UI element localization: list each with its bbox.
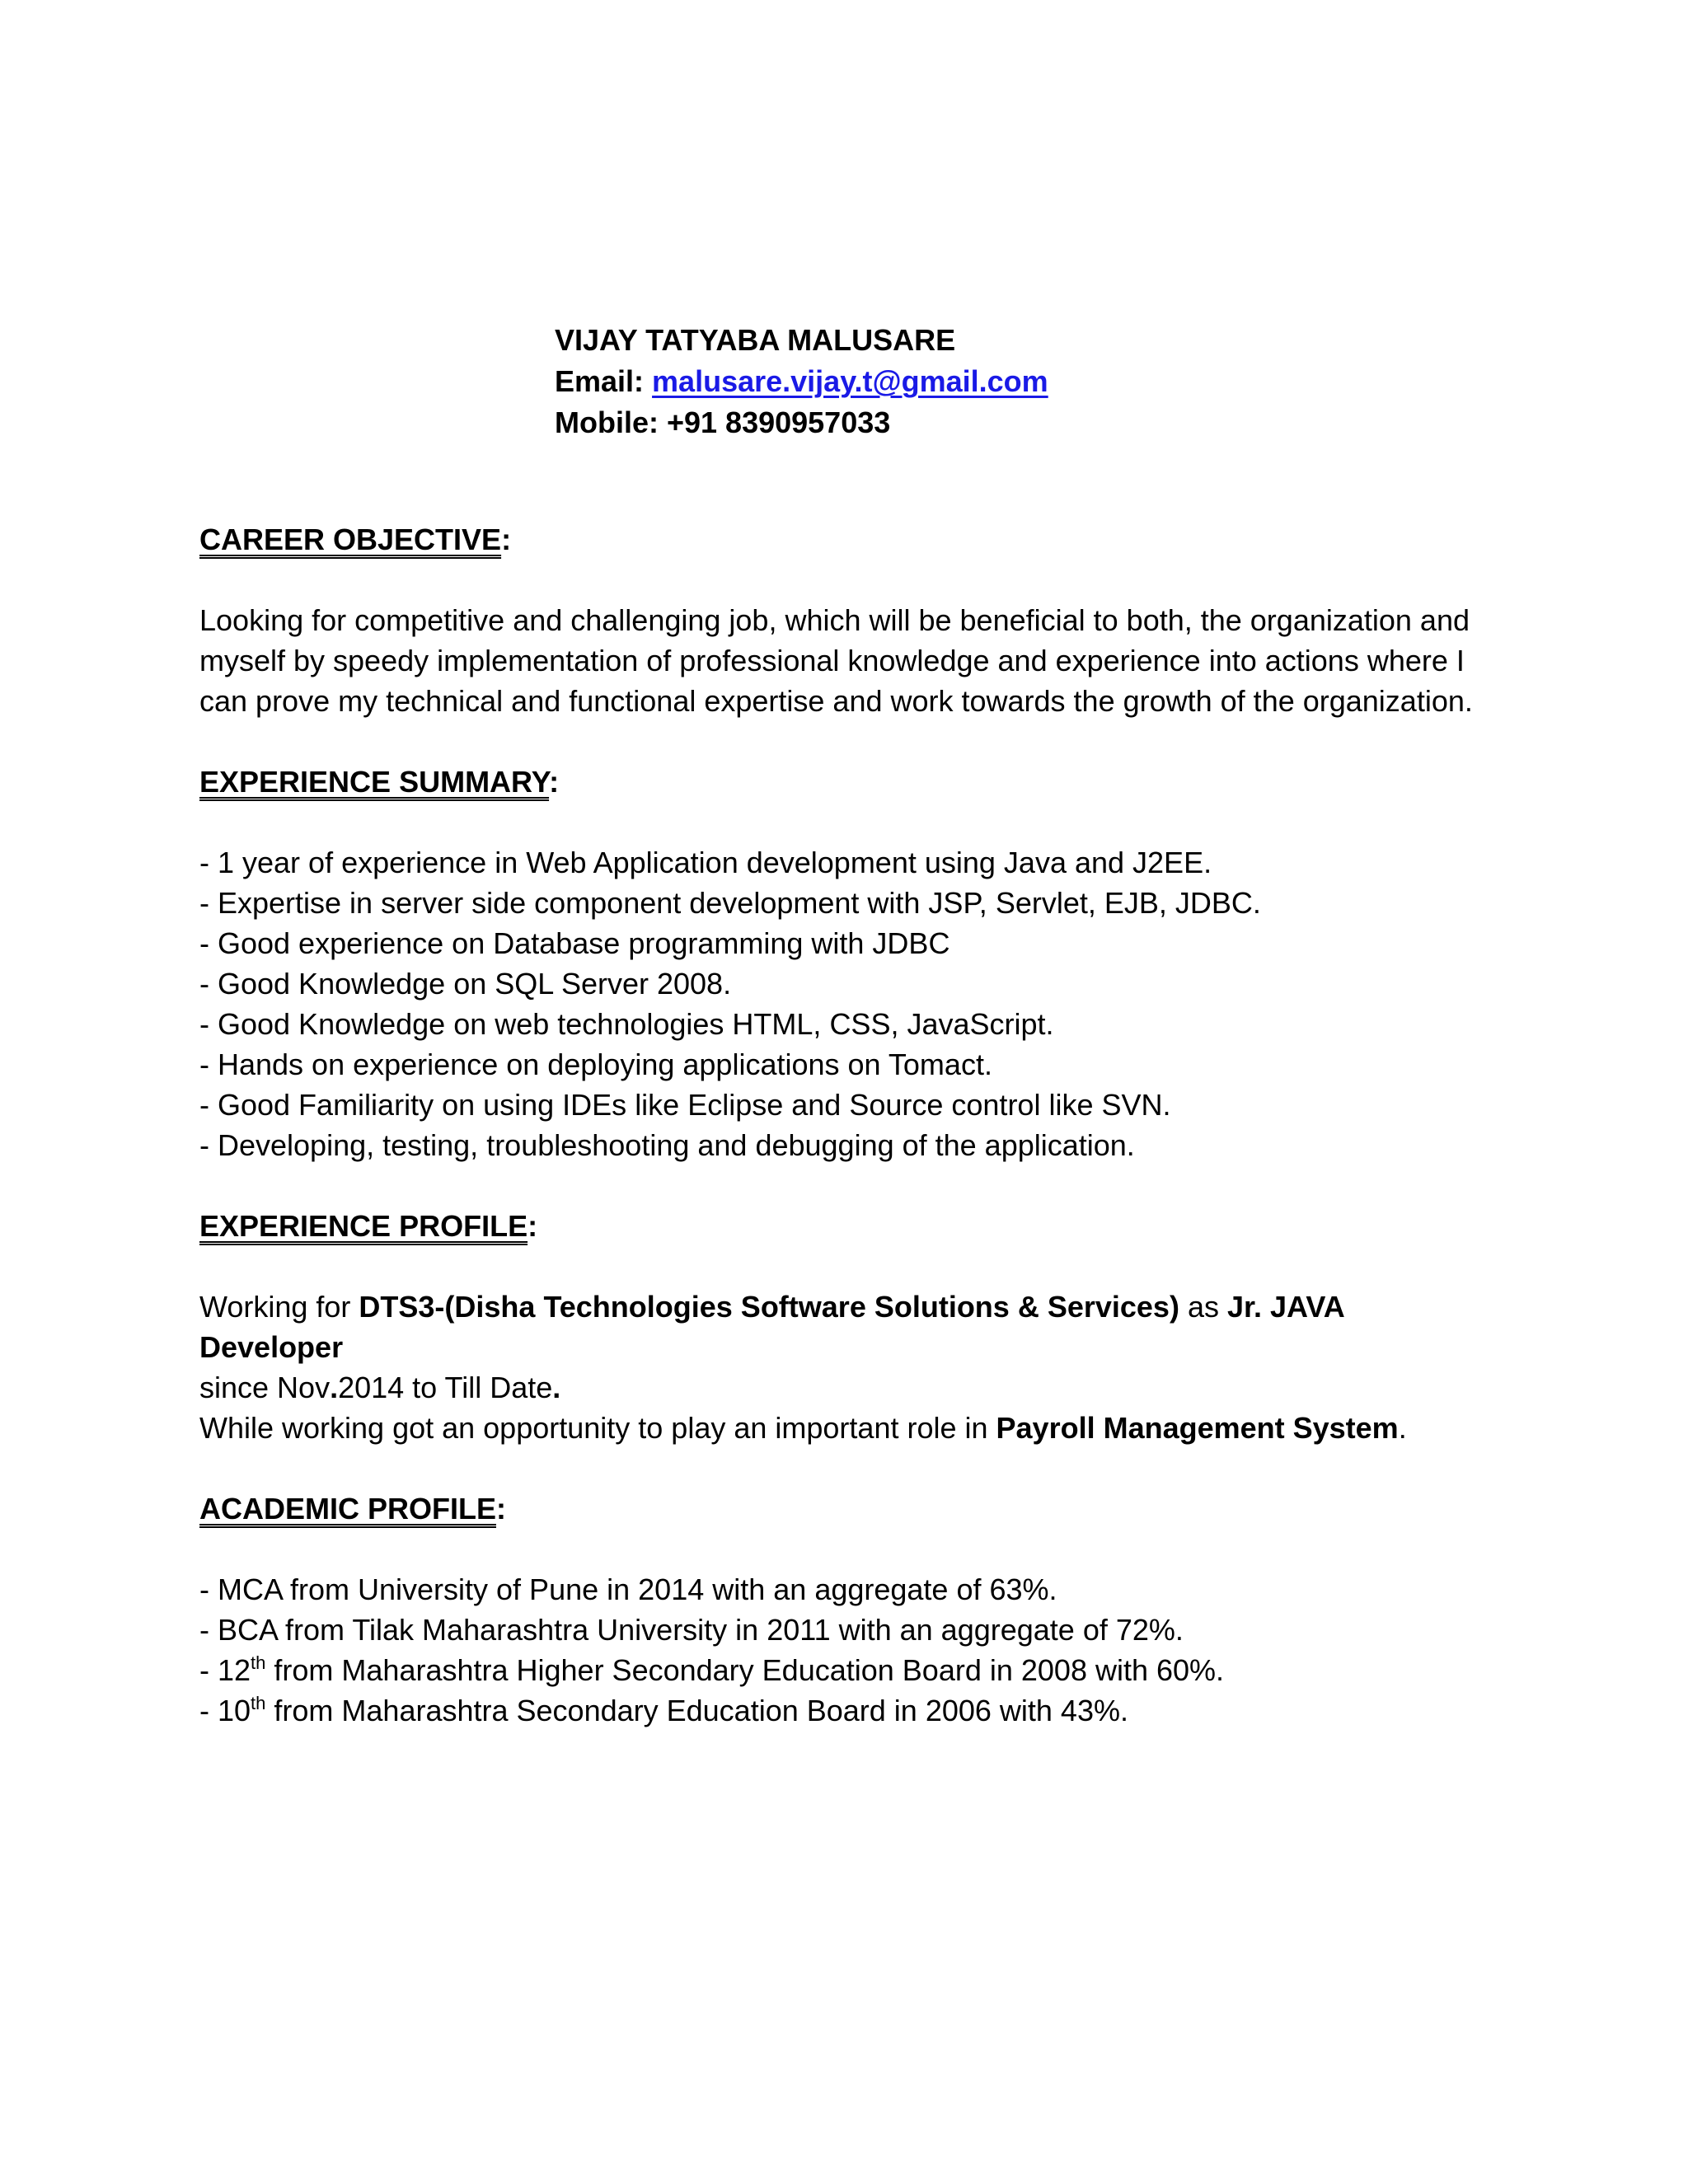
list-item: - Expertise in server side component development with JSP, Servlet, EJB, JDBC. [199, 886, 1261, 920]
list-item: - Good experience on Database programming with JDBC [199, 926, 950, 960]
list-item: - Good Familiarity on using IDEs like Eclipse and Source control like SVN. [199, 1088, 1171, 1122]
resume-body [199, 519, 1485, 1731]
list-item [199, 1690, 1485, 1731]
list-item: - Developing, testing, troubleshooting and debugging of the application. [199, 1128, 1135, 1162]
list-item: - Good Knowledge on web technologies HTML, CSS, JavaScript. [199, 1007, 1054, 1041]
text-fragment: from Maharashtra Higher Secondary Education Board in 2008 with 60%. [265, 1653, 1225, 1687]
list-item: - Hands on experience on deploying applications on Tomact. [199, 1047, 992, 1081]
text-fragment: from Maharashtra Secondary Education Board in 2006 with 43%. [265, 1694, 1128, 1727]
career-objective-text: Looking for competitive and challenging job, which will be beneficial to both, the organization and myself by speedy implementation of professional knowledge and experience into actions where I can prove my technical and functional expertise and work towards the growth of the organization. [199, 603, 1473, 718]
career-objective-heading [199, 519, 1485, 560]
text-fragment: - 10 [199, 1694, 251, 1727]
heading-colon: : [501, 523, 512, 556]
experience-summary-heading [199, 762, 1485, 802]
project-name: Payroll Management System [996, 1411, 1399, 1445]
text-fragment: as [1179, 1290, 1227, 1324]
text-fragment: . [1398, 1411, 1407, 1445]
contact-header [555, 320, 1048, 443]
list-item [199, 1569, 1485, 1610]
experience-profile-heading [199, 1206, 1485, 1246]
experience-profile-heading-text: EXPERIENCE PROFILE [199, 1209, 528, 1243]
employment-dates: 2014 to Till Date [338, 1371, 553, 1404]
email-label: Email: [555, 364, 653, 398]
heading-colon: : [496, 1492, 506, 1526]
heading-colon: : [549, 765, 560, 799]
company-name: DTS3-(Disha Technologies Software Solutions & Services) [359, 1290, 1179, 1324]
text-fragment: - MCA from University of Pune in 2014 with an aggregate of 63%. [199, 1572, 1057, 1606]
ordinal-suffix: th [251, 1693, 266, 1713]
mobile-line: Mobile: +91 8390957033 [555, 405, 891, 439]
academic-profile-list [199, 1569, 1485, 1731]
text-fragment: since Nov [199, 1371, 331, 1404]
email-link[interactable]: malusare.vijay.t@gmail.com [652, 364, 1048, 398]
email-line [555, 361, 1048, 402]
list-item [199, 1650, 1485, 1690]
list-item: - Good Knowledge on SQL Server 2008. [199, 967, 732, 1001]
text-fragment: - 12 [199, 1653, 251, 1687]
text-fragment: - BCA from Tilak Maharashtra University in 2011 with an aggregate of 72%. [199, 1613, 1184, 1647]
career-objective-heading-text: CAREER OBJECTIVE [199, 523, 502, 556]
ordinal-suffix: th [251, 1652, 266, 1673]
text-fragment: . [552, 1371, 561, 1404]
candidate-name: VIJAY TATYABA MALUSARE [555, 323, 956, 357]
list-item [199, 1610, 1485, 1650]
text-fragment: While working got an opportunity to play an important role in [199, 1411, 996, 1445]
heading-colon: : [528, 1209, 538, 1243]
job-role: Jr. JAVA Developer [199, 1290, 1344, 1364]
academic-profile-heading [199, 1488, 1485, 1529]
experience-summary-heading-text: EXPERIENCE SUMMARY [199, 765, 550, 799]
text-fragment: . [330, 1371, 339, 1404]
experience-profile-text [199, 1286, 1485, 1448]
text-fragment: Working for [199, 1290, 359, 1324]
experience-summary-list [199, 842, 1485, 1165]
list-item: - 1 year of experience in Web Application development using Java and J2EE. [199, 846, 1212, 879]
academic-profile-heading-text: ACADEMIC PROFILE [199, 1492, 496, 1526]
